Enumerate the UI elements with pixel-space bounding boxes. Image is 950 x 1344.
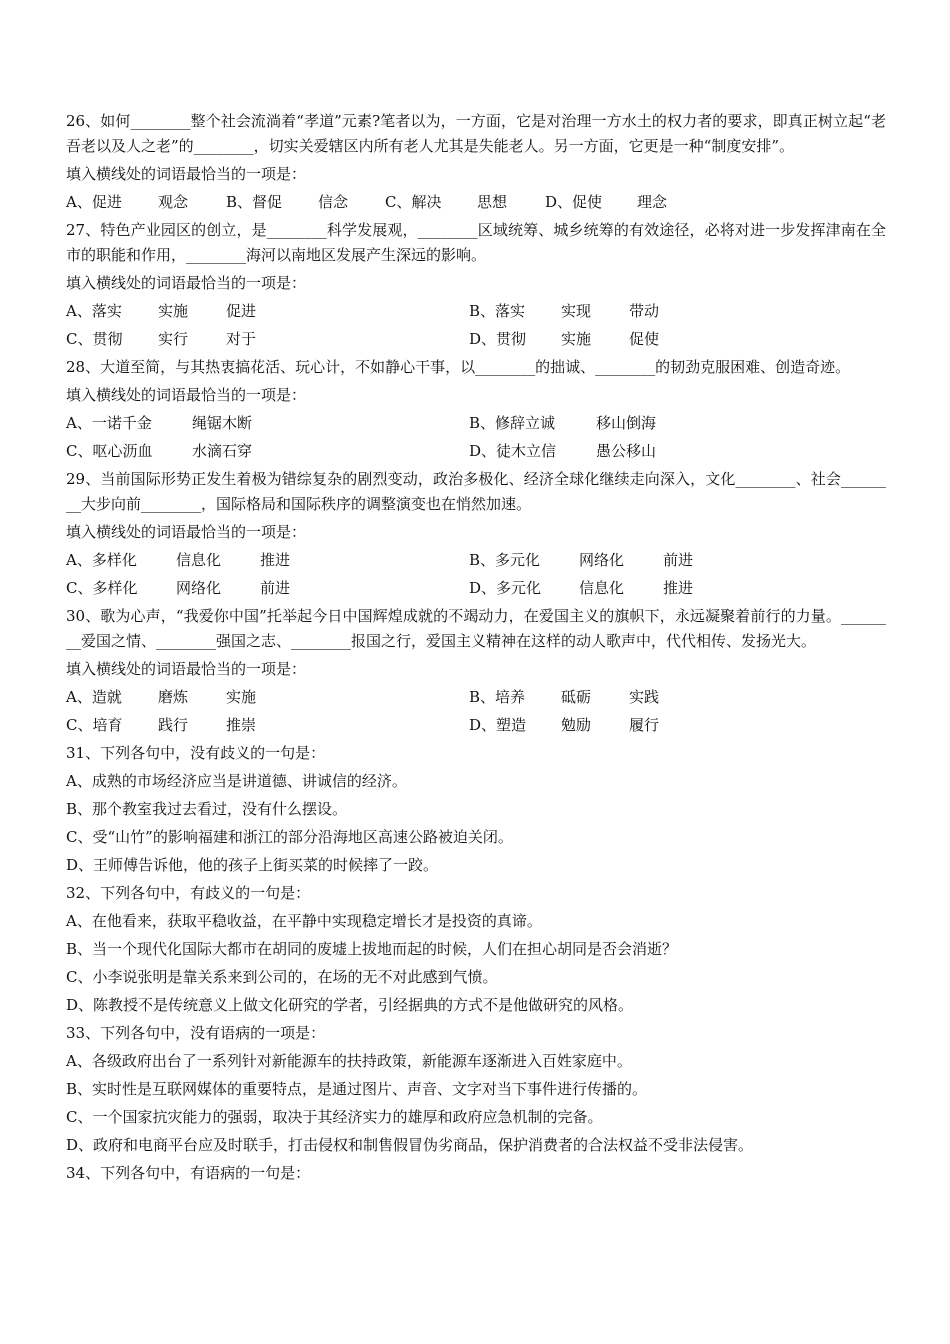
question-stem: 31、下列各句中，没有歧义的一句是： bbox=[66, 744, 326, 762]
question-32 bbox=[66, 881, 886, 1018]
option-d: D、徒木立信 愚公移山 bbox=[469, 442, 657, 460]
question-26 bbox=[66, 109, 886, 218]
question-stem: 32、下列各句中，有歧义的一句是： bbox=[66, 884, 311, 902]
question-stem: 27、特色产业园区的创立，是________科学发展观，________区域统筹、城乡统筹的有效途径，必将对进一步发挥津南在全市的职能和作用，________海河以南地区发展产生深远的影响。 bbox=[66, 221, 886, 264]
option-c: C、培育 践行 推崇 bbox=[66, 716, 257, 734]
question-28 bbox=[66, 355, 886, 467]
option-a: A、落实 实施 促进 bbox=[66, 302, 257, 320]
option-c: C、贯彻 实行 对于 bbox=[66, 330, 257, 348]
option-c: C、一个国家抗灾能力的强弱，取决于其经济实力的雄厚和政府应急机制的完备。 bbox=[66, 1108, 603, 1126]
option-d: D、政府和电商平台应及时联手，打击侵权和制售假冒伪劣商品，保护消费者的合法权益不受非法侵害。 bbox=[66, 1136, 754, 1154]
option-a: A、各级政府出台了一系列针对新能源车的扶持政策，新能源车逐渐进入百姓家庭中。 bbox=[66, 1052, 632, 1070]
option-c: C、受“山竹”的影响福建和浙江的部分沿海地区高速公路被迫关闭。 bbox=[66, 828, 513, 846]
question-stem: 33、下列各句中，没有语病的一项是： bbox=[66, 1024, 326, 1042]
question-stem: 30、歌为心声，“我爱你中国”托举起今日中国辉煌成就的不竭动力，在爱国主义的旗帜下，永远凝聚着前行的力量。________爱国之情、________强国之志、________报国之行，爱国主义精神在这样的动人歌声中，代代相传、发扬光大。 bbox=[66, 607, 886, 650]
options-row bbox=[66, 190, 886, 218]
question-prompt: 填入横线处的词语最恰当的一项是： bbox=[66, 386, 307, 404]
option-a: A、一诺千金 绳锯木断 bbox=[66, 414, 253, 432]
options-row bbox=[66, 713, 886, 741]
question-prompt: 填入横线处的词语最恰当的一项是： bbox=[66, 523, 307, 541]
question-33 bbox=[66, 1021, 886, 1158]
option-b: B、实时性是互联网媒体的重要特点，是通过图片、声音、文字对当下事件进行传播的。 bbox=[66, 1080, 648, 1098]
question-stem: 29、当前国际形势正发生着极为错综复杂的剧烈变动，政治多极化、经济全球化继续走向深入，文化________、社会________大步向前________，国际格局和国际秩序的调整演变也在悄然加速。 bbox=[66, 470, 886, 513]
options-row bbox=[66, 411, 886, 439]
question-prompt: 填入横线处的词语最恰当的一项是： bbox=[66, 274, 307, 292]
option-a: A、成熟的市场经济应当是讲道德、讲诚信的经济。 bbox=[66, 772, 407, 790]
option-a: A、在他看来，获取平稳收益，在平静中实现稳定增长才是投资的真谛。 bbox=[66, 912, 542, 930]
option-c-word-2: 思想 bbox=[477, 193, 508, 211]
option-c-word-1: C、解决 bbox=[385, 193, 442, 211]
option-d-word-2: 理念 bbox=[637, 193, 668, 211]
option-d-word-1: D、促使 bbox=[545, 193, 603, 211]
question-stem: 26、如何________整个社会流淌着“孝道”元素?笔者以为，一方面，它是对治理一方水土的权力者的要求，即真正树立起“老吾老以及人之老”的________，切实关爱辖区内所有老人尤其是失能老人。另一方面，它更是一种“制度安排”。 bbox=[66, 112, 886, 155]
options-row bbox=[66, 685, 886, 713]
options-row bbox=[66, 327, 886, 355]
option-d: D、贯彻 实施 促使 bbox=[469, 330, 660, 348]
option-a: A、多样化 信息化 推进 bbox=[66, 551, 291, 569]
option-d: D、陈教授不是传统意义上做文化研究的学者，引经据典的方式不是他做研究的风格。 bbox=[66, 996, 634, 1014]
options-row bbox=[66, 299, 886, 327]
option-b: B、落实 实现 带动 bbox=[469, 302, 660, 320]
question-stem: 28、大道至简，与其热衷搞花活、玩心计，不如静心干事，以________的拙诚、________的韧劲克服困难、创造奇迹。 bbox=[66, 358, 851, 376]
option-b: B、多元化 网络化 前进 bbox=[469, 551, 694, 569]
option-b-word-2: 信念 bbox=[318, 193, 349, 211]
question-27 bbox=[66, 218, 886, 355]
question-29 bbox=[66, 467, 886, 604]
option-d: D、多元化 信息化 推进 bbox=[469, 579, 694, 597]
option-a-word-2: 观念 bbox=[158, 193, 189, 211]
option-d: D、王师傅告诉他，他的孩子上街买菜的时候摔了一跤。 bbox=[66, 856, 439, 874]
option-c: C、多样化 网络化 前进 bbox=[66, 579, 291, 597]
question-stem: 34、下列各句中，有语病的一句是： bbox=[66, 1164, 311, 1182]
option-a: A、造就 磨炼 实施 bbox=[66, 688, 257, 706]
option-a-word-1: A、促进 bbox=[66, 193, 122, 211]
question-31 bbox=[66, 741, 886, 878]
option-b: B、培养 砥砺 实践 bbox=[469, 688, 660, 706]
option-c: C、呕心沥血 水滴石穿 bbox=[66, 442, 253, 460]
options-row bbox=[66, 576, 886, 604]
option-b: B、修辞立诚 移山倒海 bbox=[469, 414, 657, 432]
options-row bbox=[66, 548, 886, 576]
options-row bbox=[66, 439, 886, 467]
option-b: B、当一个现代化国际大都市在胡同的废墟上拔地而起的时候，人们在担心胡同是否会消逝？ bbox=[66, 940, 678, 958]
option-b-word-1: B、督促 bbox=[226, 193, 283, 211]
option-c: C、小李说张明是靠关系来到公司的，在场的无不对此感到气愤。 bbox=[66, 968, 498, 986]
exam-document bbox=[66, 109, 886, 1189]
option-d: D、塑造 勉励 履行 bbox=[469, 716, 660, 734]
question-34 bbox=[66, 1161, 886, 1186]
question-prompt: 填入横线处的词语最恰当的一项是： bbox=[66, 660, 307, 678]
question-prompt: 填入横线处的词语最恰当的一项是： bbox=[66, 165, 307, 183]
option-b: B、那个教室我过去看过，没有什么摆设。 bbox=[66, 800, 348, 818]
question-30 bbox=[66, 604, 886, 741]
